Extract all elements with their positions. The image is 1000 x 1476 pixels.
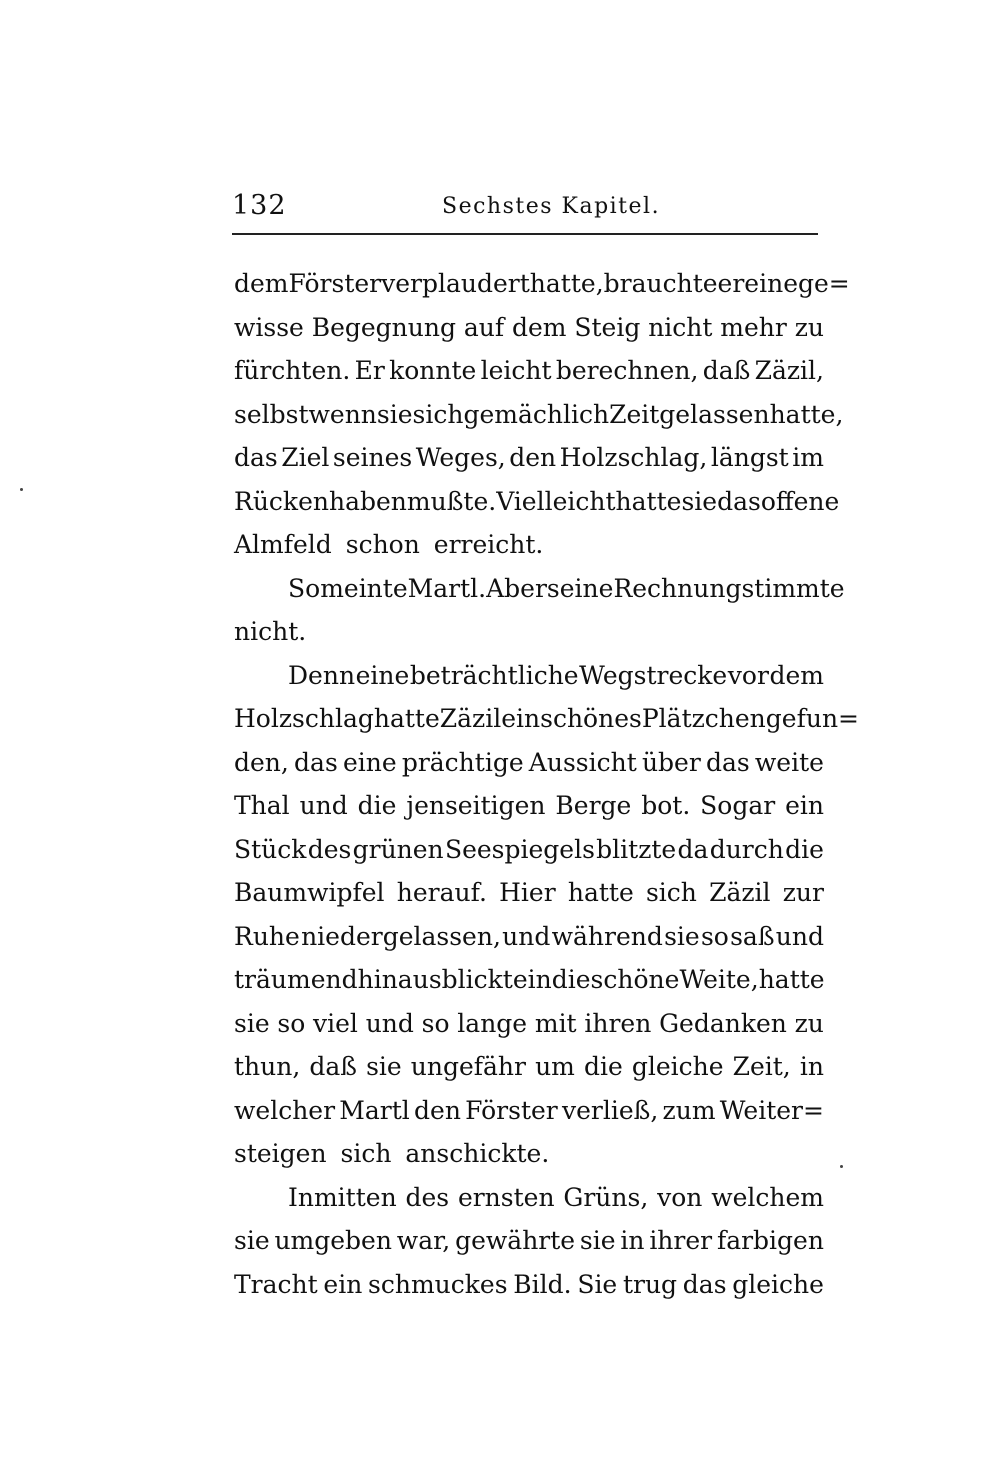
word: das xyxy=(682,1269,727,1299)
word: ungefähr xyxy=(410,1052,526,1081)
text-line xyxy=(234,741,824,785)
word: Begegnung xyxy=(311,312,456,342)
word: so xyxy=(421,1008,450,1038)
word: hatte, xyxy=(529,269,604,298)
text-line: Almfeld schon erreicht. xyxy=(234,530,544,559)
word: gefun= xyxy=(765,704,859,733)
word: Gedanken xyxy=(659,1008,787,1038)
word: sich xyxy=(645,878,697,907)
word: eine xyxy=(744,269,798,298)
word: in xyxy=(620,1226,645,1255)
word: Zeit xyxy=(609,399,660,429)
word: Inmitten xyxy=(288,1182,397,1212)
word: Thal xyxy=(234,791,290,820)
word: ein xyxy=(323,1269,363,1299)
word: von xyxy=(657,1182,703,1212)
word: Sie xyxy=(577,1269,618,1299)
word: ge= xyxy=(797,269,850,298)
text-line xyxy=(234,480,840,524)
header-rule xyxy=(232,233,818,235)
word: den xyxy=(414,1095,461,1125)
word: Ziel xyxy=(281,443,330,472)
word: sie xyxy=(664,921,700,951)
word: so xyxy=(277,1008,306,1038)
word: und xyxy=(502,921,551,951)
text-line: steigen sich anschickte. xyxy=(234,1139,550,1168)
word: verließ, xyxy=(562,1095,659,1125)
text-line xyxy=(234,958,824,1002)
word: Aussicht xyxy=(528,747,637,777)
word: gleiche xyxy=(631,1052,724,1081)
word: Martl. xyxy=(407,573,487,603)
text-line xyxy=(234,871,824,915)
word: Weges, xyxy=(415,443,506,472)
word: zum xyxy=(662,1095,716,1125)
word: hinausblickte xyxy=(357,965,528,994)
word: Weiter= xyxy=(719,1095,824,1125)
word: sie xyxy=(234,1008,270,1038)
word: bot. xyxy=(641,791,691,820)
body-text xyxy=(234,262,859,1306)
word: dem xyxy=(769,660,824,690)
text-line xyxy=(234,1002,824,1046)
word: gewährte xyxy=(455,1226,576,1255)
word: jenseitigen xyxy=(406,791,546,820)
word: Förster xyxy=(465,1095,558,1125)
word: mußte. xyxy=(406,486,497,516)
word: um xyxy=(535,1052,575,1081)
word: mit xyxy=(534,1008,577,1038)
word: des xyxy=(307,834,352,864)
word: sie xyxy=(579,1226,616,1255)
word: lange xyxy=(457,1008,528,1038)
word: träumend xyxy=(234,965,358,994)
word: eine xyxy=(355,660,410,690)
word: während xyxy=(551,921,663,951)
word: So xyxy=(288,573,321,603)
word: vor xyxy=(727,660,769,690)
text-line xyxy=(234,262,850,306)
word: niedergelassen, xyxy=(301,921,501,951)
word: saß xyxy=(730,921,775,951)
word: ihrer xyxy=(649,1226,713,1255)
word: des xyxy=(405,1182,450,1212)
word: Rechnung xyxy=(613,573,742,603)
word: Martl xyxy=(339,1095,410,1125)
text-line xyxy=(234,349,824,393)
text-line xyxy=(234,436,824,480)
word: hatte xyxy=(373,704,440,733)
text-line xyxy=(234,306,824,350)
word: meinte xyxy=(320,573,408,603)
text-line xyxy=(234,1219,824,1263)
word: ein xyxy=(501,704,541,733)
word: und xyxy=(365,1008,414,1038)
text-line xyxy=(234,1089,824,1133)
word: herauf. xyxy=(396,878,487,907)
word: seine xyxy=(546,573,614,603)
word: Bild. xyxy=(513,1269,572,1299)
word: Wegstrecke xyxy=(579,660,728,690)
word: dem xyxy=(234,269,289,298)
word: durch xyxy=(709,834,784,864)
word: brauchte xyxy=(603,269,718,298)
word: viel xyxy=(313,1008,358,1038)
word: eine xyxy=(342,747,397,777)
text-line xyxy=(234,1263,824,1307)
word: sich xyxy=(412,399,464,429)
word: sie xyxy=(681,486,718,516)
word: hatte xyxy=(615,486,682,516)
text-line xyxy=(234,697,859,741)
text-line xyxy=(234,828,824,872)
text-line xyxy=(234,784,824,828)
word: welcher xyxy=(234,1095,336,1125)
text-line xyxy=(234,654,824,698)
word: hatte xyxy=(758,965,825,994)
word: da xyxy=(677,834,709,864)
word: wisse xyxy=(234,312,304,342)
text-line xyxy=(234,1045,824,1089)
word: wenn xyxy=(308,399,377,429)
word: hatte, xyxy=(769,399,844,429)
word: in xyxy=(799,1052,824,1081)
word: Weite, xyxy=(679,965,759,994)
word: daß xyxy=(309,1052,357,1081)
word: Förster xyxy=(288,269,382,298)
word: welchem xyxy=(711,1182,824,1212)
running-head: Sechstes Kapitel. xyxy=(442,194,661,219)
word: Steig xyxy=(574,312,641,342)
word: Rücken xyxy=(234,486,329,516)
page-header xyxy=(232,188,818,228)
word: grünen xyxy=(352,834,444,864)
margin-speck xyxy=(20,488,23,491)
word: farbigen xyxy=(716,1226,824,1255)
word: die xyxy=(551,965,591,994)
word: blitzte xyxy=(596,834,677,864)
word: war, xyxy=(396,1226,451,1255)
word: Zäzil xyxy=(709,878,771,907)
word: Zäzil xyxy=(439,704,502,733)
word: sie xyxy=(366,1052,402,1081)
word: thun, xyxy=(234,1052,301,1081)
word: zu xyxy=(794,1008,824,1038)
margin-speck xyxy=(840,1165,843,1168)
word: so xyxy=(700,921,729,951)
word: stimmte xyxy=(741,573,845,603)
word: die xyxy=(785,834,824,864)
word: konnte xyxy=(389,356,477,385)
word: sie xyxy=(376,399,413,429)
word: Ruhe xyxy=(234,921,300,951)
word: Zäzil, xyxy=(754,356,824,385)
word: auf xyxy=(463,312,505,342)
word: daß xyxy=(702,356,751,385)
word: Stück xyxy=(234,834,307,864)
word: berechnen, xyxy=(555,356,699,385)
word: im xyxy=(792,443,824,472)
word: die xyxy=(357,791,397,820)
text-line xyxy=(234,567,845,611)
word: Plätzchen xyxy=(641,704,766,733)
word: leicht xyxy=(480,356,552,385)
word: das xyxy=(234,443,278,472)
word: weite xyxy=(754,747,824,777)
word: Berge xyxy=(555,791,632,820)
word: beträchtliche xyxy=(409,660,579,690)
word: selbst xyxy=(234,399,309,429)
page-number: 132 xyxy=(232,190,287,221)
word: schöne xyxy=(590,965,680,994)
text-line: nicht. xyxy=(234,617,307,646)
word: den, xyxy=(234,747,289,777)
word: gemächlich xyxy=(463,399,610,429)
word: Tracht xyxy=(234,1269,318,1299)
word: und xyxy=(299,791,348,820)
word: schönes xyxy=(540,704,642,733)
word: Er xyxy=(354,356,385,385)
word: prächtige xyxy=(401,747,524,777)
word: das xyxy=(705,747,750,777)
word: sie xyxy=(234,1226,270,1255)
word: umgeben xyxy=(274,1226,392,1255)
word: hatte xyxy=(567,878,634,907)
word: gleiche xyxy=(732,1269,824,1299)
word: fürchten. xyxy=(234,356,351,385)
word: dem xyxy=(511,312,567,342)
word: haben xyxy=(328,486,407,516)
word: schmuckes xyxy=(368,1269,508,1299)
word: Baumwipfel xyxy=(234,878,385,907)
word: nicht xyxy=(648,312,713,342)
word: Holzschlag xyxy=(234,704,374,733)
word: gelassen xyxy=(659,399,770,429)
word: Denn xyxy=(288,660,356,690)
word: offene xyxy=(760,486,840,516)
word: seines xyxy=(332,443,413,472)
word: längst xyxy=(710,443,789,472)
word: Seespiegels xyxy=(444,834,595,864)
word: Vielleicht xyxy=(496,486,616,516)
word: den xyxy=(509,443,557,472)
word: über xyxy=(641,747,701,777)
text-line xyxy=(234,915,824,959)
text-line xyxy=(234,393,844,437)
word: trug xyxy=(622,1269,678,1299)
word: Aber xyxy=(486,573,547,603)
word: Grüns, xyxy=(563,1182,649,1212)
word: Zeit, xyxy=(732,1052,791,1081)
word: verplaudert xyxy=(381,269,530,298)
word: ihren xyxy=(584,1008,652,1038)
word: in xyxy=(527,965,552,994)
word: mehr xyxy=(720,312,787,342)
word: zur xyxy=(782,878,824,907)
text-line xyxy=(234,1176,824,1220)
word: das xyxy=(717,486,761,516)
word: das xyxy=(294,747,338,777)
word: die xyxy=(583,1052,623,1081)
word: zu xyxy=(794,312,824,342)
word: und xyxy=(775,921,824,951)
word: er xyxy=(717,269,745,298)
word: Hier xyxy=(499,878,556,907)
word: ernsten xyxy=(457,1182,555,1212)
word: Holzschlag, xyxy=(559,443,708,472)
word: ein xyxy=(785,791,824,820)
word: Sogar xyxy=(700,791,776,820)
